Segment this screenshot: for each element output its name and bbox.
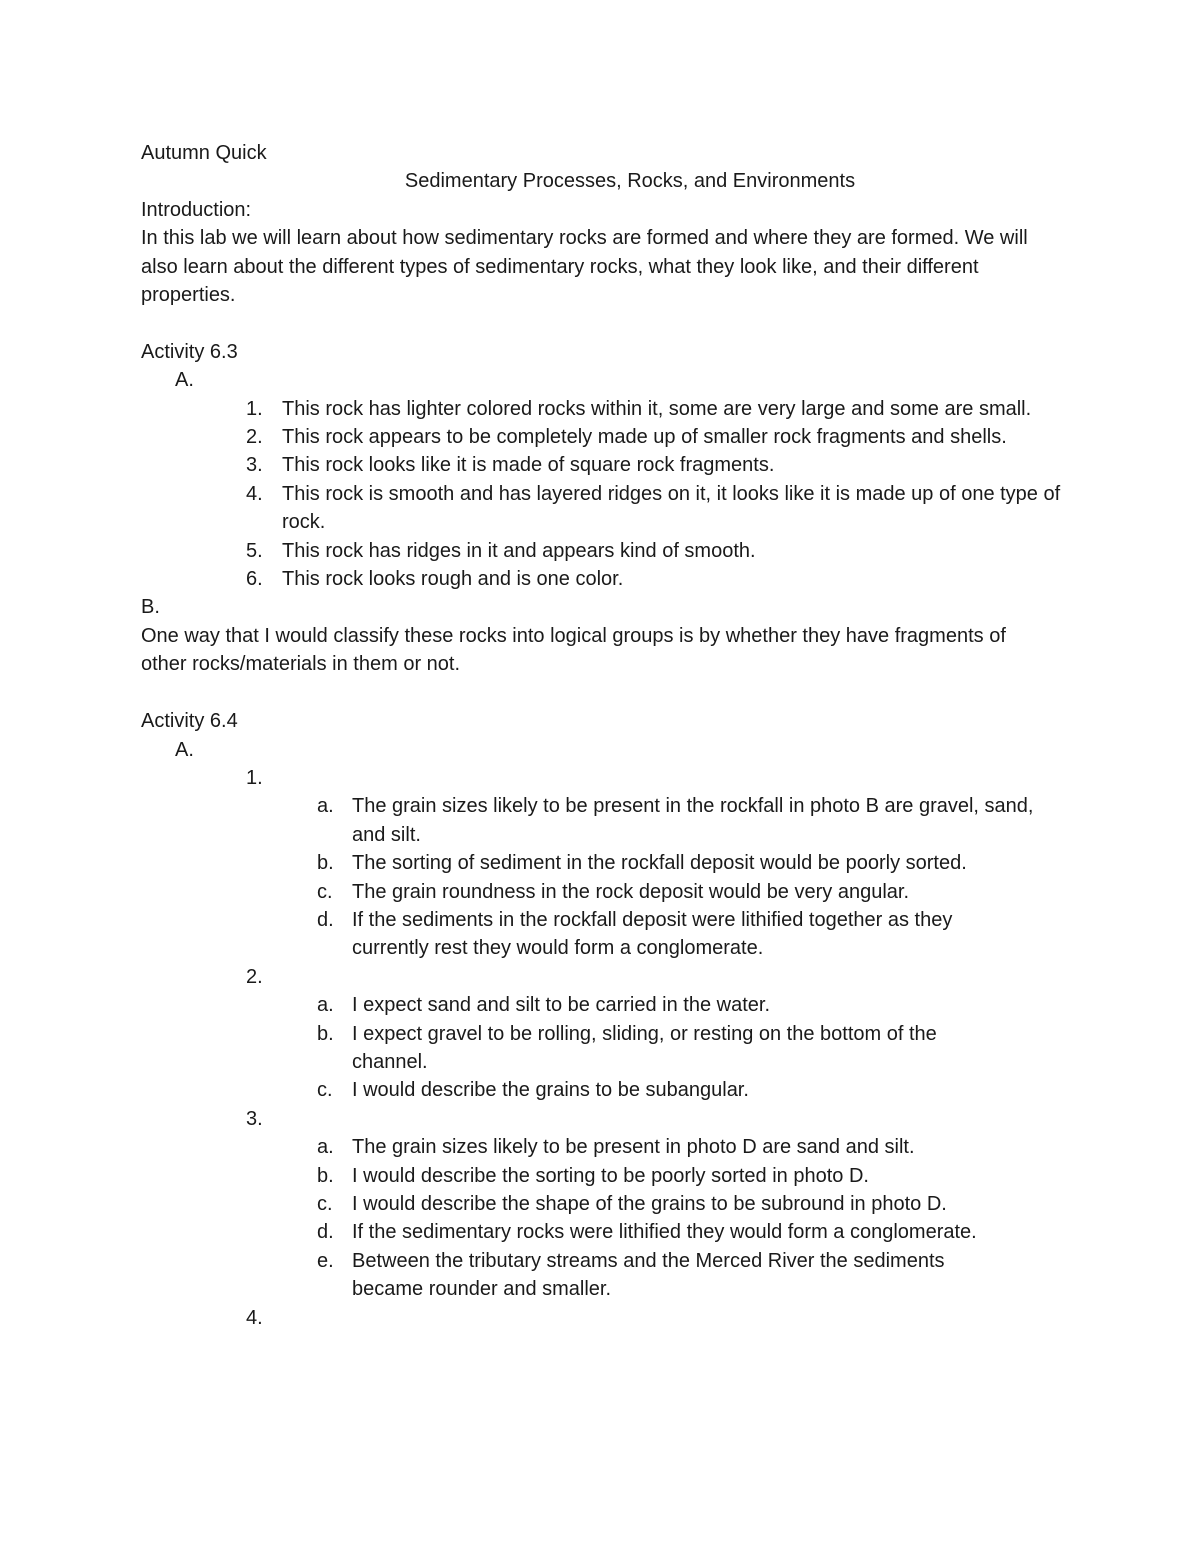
author-name: Autumn Quick — [141, 142, 267, 164]
sub-list-item — [141, 878, 1061, 906]
sub-list-letter: a. — [317, 795, 334, 818]
spacer — [141, 679, 1061, 707]
sub-list-text: If the sedimentary rocks were lithified they would form a conglomerate. — [352, 1221, 977, 1244]
introduction-text: In this lab we will learn about how sedimentary rocks are formed and where they are formed. We will also learn about the different types of sedimentary rocks, what they look like, and their different properties. — [141, 227, 1028, 307]
list-number: 3. — [246, 454, 263, 477]
list-item — [141, 537, 1061, 565]
sub-list-item — [141, 792, 1061, 849]
sub-list-item — [141, 1218, 1061, 1246]
document-page — [141, 139, 1061, 1332]
list-text: This rock appears to be completely made up of smaller rock fragments and shells. — [282, 426, 1007, 449]
sub-list-text: I would describe the grains to be subangular. — [352, 1079, 749, 1102]
activity-6-4-heading: Activity 6.4 — [141, 710, 238, 733]
sub-list-letter: c. — [317, 1193, 333, 1215]
list-text: This rock has ridges in it and appears kind of smooth. — [282, 539, 756, 562]
list-number: 4. — [246, 482, 263, 505]
list-number: 6. — [246, 568, 263, 591]
activity-6-3-part-a-label: A. — [175, 369, 194, 392]
sub-list-letter: d. — [317, 1221, 334, 1244]
activity-6-4-part-a-label: A. — [175, 738, 194, 761]
list-text: This rock is smooth and has layered ridges on it, it looks like it is made up of one type of rock. — [282, 482, 1061, 534]
sub-list-item — [141, 1162, 1061, 1190]
sub-list-letter: c. — [317, 880, 333, 903]
sub-list-text: If the sediments in the rockfall deposit were lithified together as they currently rest they would form a conglomerate. — [352, 908, 953, 960]
list-number: 5. — [246, 539, 263, 562]
activity-6-3-part-b-label: B. — [141, 596, 160, 619]
sub-list-text: I would describe the sorting to be poorly sorted in photo D. — [352, 1164, 869, 1187]
sub-list-text: I expect sand and silt to be carried in the water. — [352, 994, 771, 1017]
list-number: 1. — [246, 397, 263, 420]
sub-list-text: I expect gravel to be rolling, sliding, or resting on the bottom of the channel. — [352, 1022, 937, 1073]
sub-list-text: Between the tributary streams and the Merced River the sediments became rounder and smaller. — [352, 1249, 945, 1301]
list-item — [141, 395, 1061, 423]
sub-list-text: The sorting of sediment in the rockfall deposit would be poorly sorted. — [352, 852, 967, 875]
sub-list-letter: b. — [317, 1022, 334, 1045]
question-number: 3. — [246, 1107, 263, 1130]
question-number: 1. — [246, 766, 263, 789]
sub-list-item — [141, 1190, 1061, 1218]
list-number: 2. — [246, 426, 263, 449]
sub-list-item — [141, 849, 1061, 877]
sub-list-item — [141, 1133, 1061, 1161]
sub-list-item — [141, 991, 1061, 1019]
list-item — [141, 480, 1061, 537]
sub-list-text: The grain roundness in the rock deposit would be very angular. — [352, 880, 910, 903]
introduction-heading: Introduction: — [141, 198, 252, 221]
list-text: This rock looks like it is made of square rock fragments. — [282, 454, 775, 477]
sub-list-letter: c. — [317, 1079, 333, 1102]
list-item — [141, 565, 1061, 593]
sub-list-item — [141, 906, 1061, 963]
list-item — [141, 423, 1061, 451]
sub-list-letter: a. — [317, 994, 334, 1017]
sub-list-letter: b. — [317, 1164, 334, 1187]
sub-list-item — [141, 1020, 1061, 1077]
document-title: Sedimentary Processes, Rocks, and Environments — [404, 170, 856, 193]
sub-list-text: The grain sizes likely to be present in photo D are sand and silt. — [352, 1136, 915, 1159]
spacer — [141, 309, 1061, 337]
list-text: This rock looks rough and is one color. — [282, 568, 624, 591]
sub-list-letter: e. — [317, 1249, 334, 1272]
sub-list-item — [141, 1247, 1061, 1304]
list-item — [141, 451, 1061, 479]
question-number: 2. — [246, 965, 263, 988]
sub-list-item — [141, 1076, 1061, 1104]
sub-list-text: The grain sizes likely to be present in the rockfall in photo B are gravel, sand, and silt. — [352, 795, 1034, 846]
list-text: This rock has lighter colored rocks within it, some are very large and some are small. — [282, 397, 1032, 420]
sub-list-letter: a. — [317, 1136, 334, 1159]
activity-6-3-heading: Activity 6.3 — [141, 340, 238, 363]
activity-6-3-part-b-text: One way that I would classify these rocks into logical groups is by whether they have fragments of other rocks/materials in them or not. — [141, 624, 1006, 676]
sub-list-text: I would describe the shape of the grains to be subround in photo D. — [352, 1193, 947, 1215]
sub-list-letter: d. — [317, 908, 334, 931]
sub-list-letter: b. — [317, 852, 334, 875]
question-number: 4. — [246, 1306, 263, 1329]
